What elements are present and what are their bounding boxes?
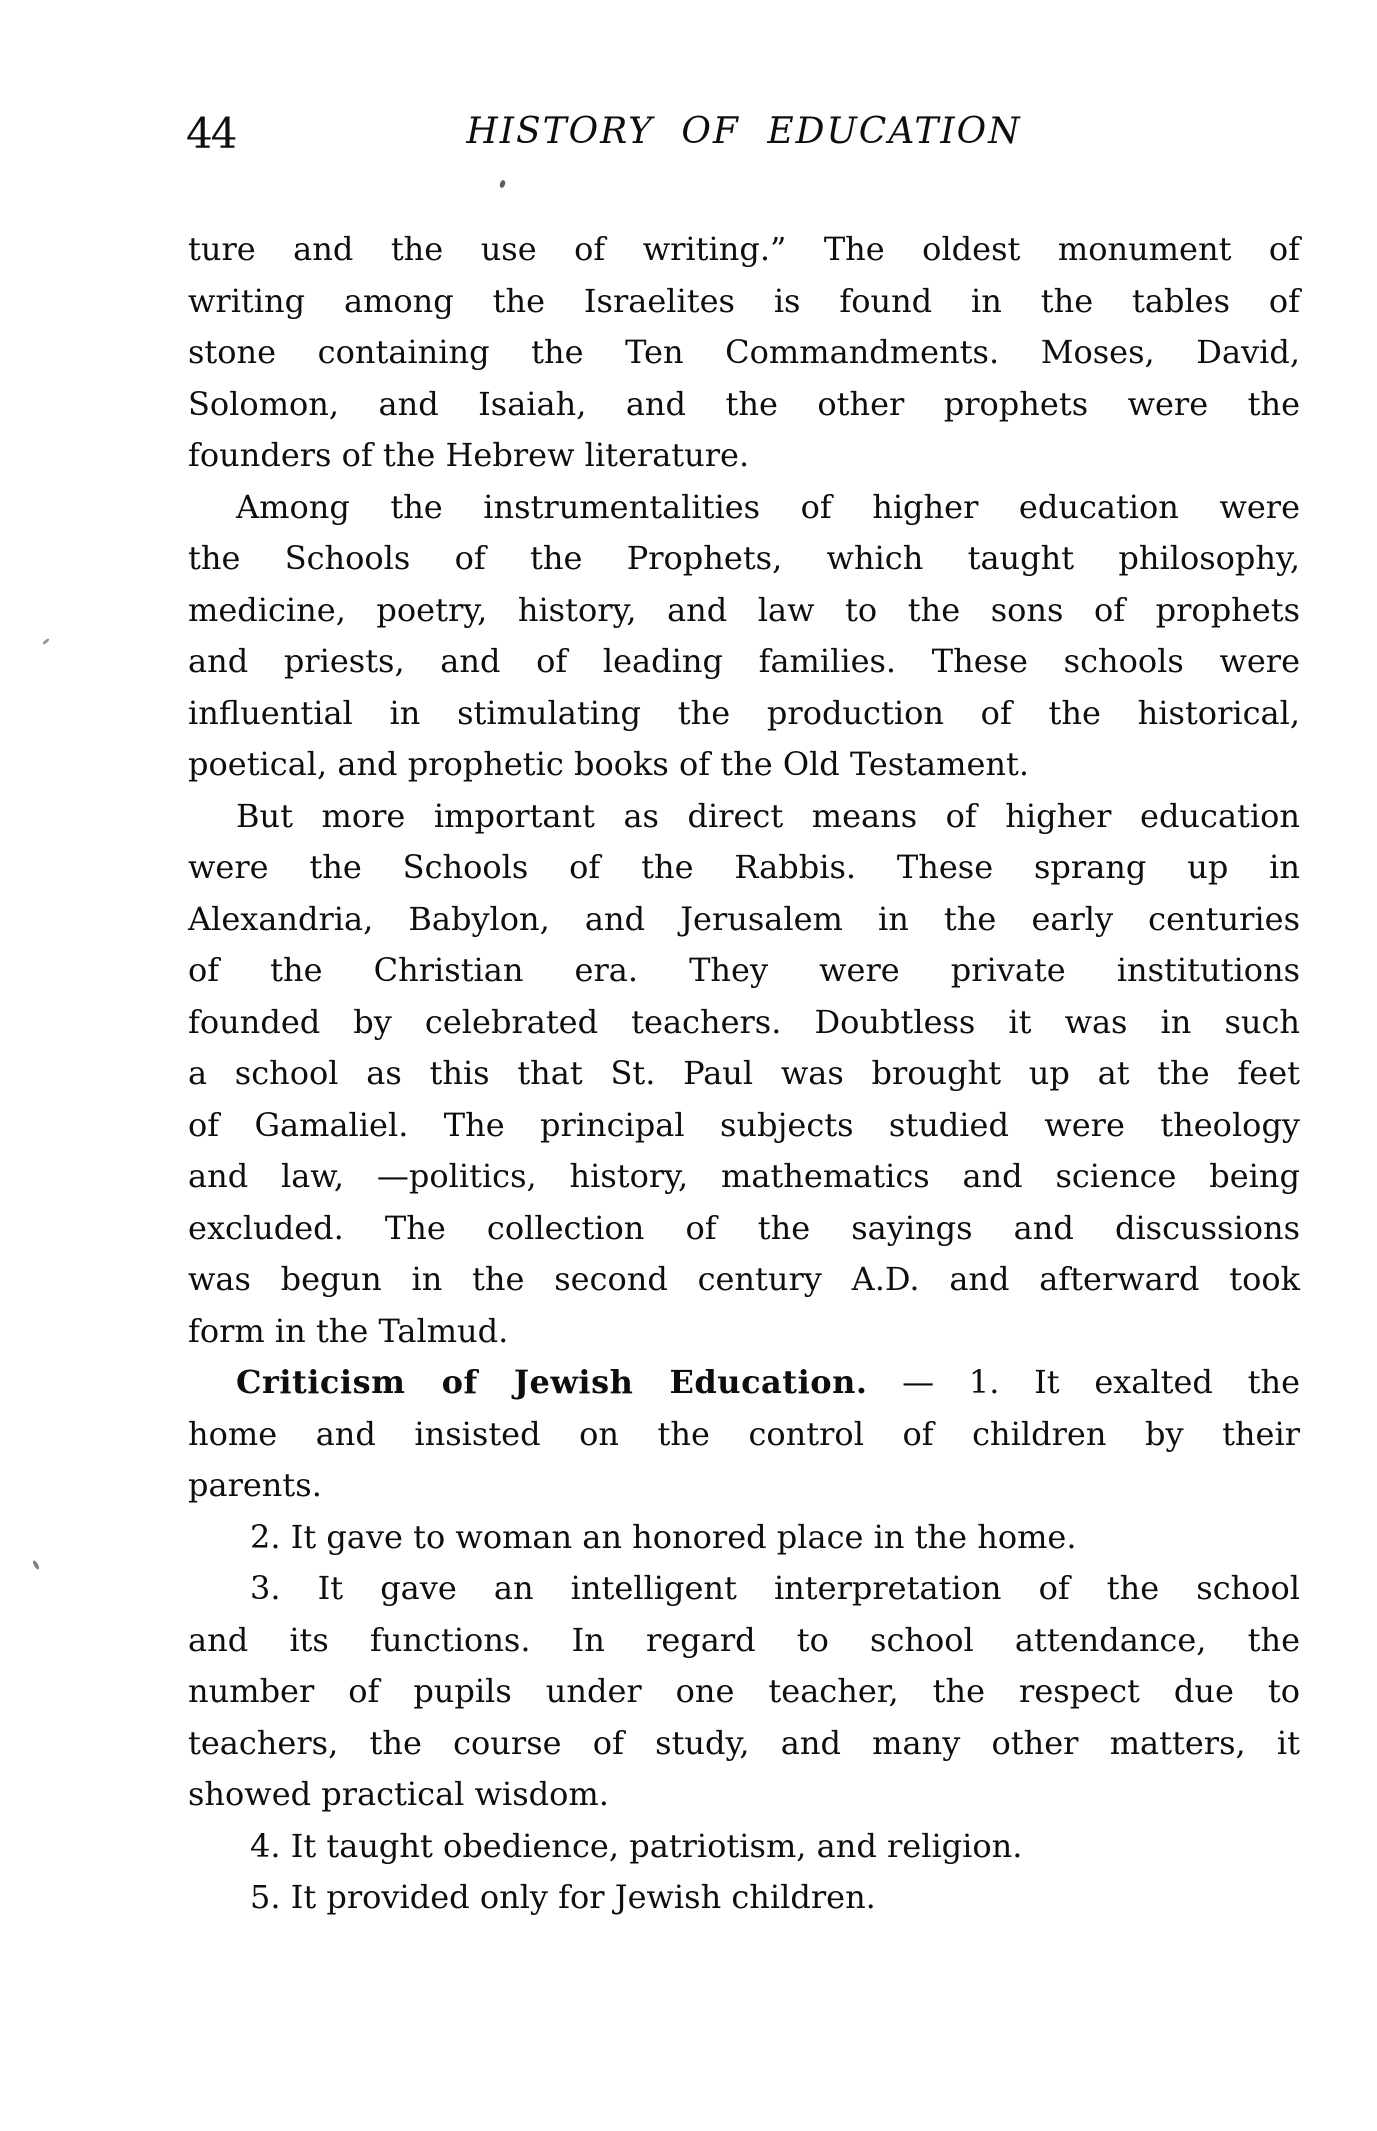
text-line: Among the instrumentalities of higher education were [236,487,1300,526]
text-line: Criticism of Jewish Education. — 1. It exalted the [236,1363,1301,1401]
text-line: showed practical wisdom. [188,1775,609,1813]
text-line: the Schools of the Prophets, which taught philosophy, [188,539,1300,577]
text-line: 2. It gave to woman an honored place in the home. [250,1517,1077,1556]
text-line: were the Schools of the Rabbis. These sprang up in [188,848,1300,886]
text-line: of the Christian era. They were private institutions [188,951,1300,989]
text-line: Alexandria, Babylon, and Jerusalem in the early centuries [188,899,1300,938]
scan-speck [42,638,50,645]
text-line: was begun in the second century A.D. and afterward took [188,1260,1300,1298]
text-line: 4. It taught obedience, patriotism, and religion. [250,1826,1023,1865]
text-line: founded by celebrated teachers. Doubtless it was in such [188,1002,1300,1041]
scan-speck [32,1560,40,1571]
text-line: and priests, and of leading families. These schools were [188,642,1300,680]
text-line: But more important as direct means of higher education [236,796,1300,835]
text-line: teachers, the course of study, and many other matters, it [188,1723,1300,1762]
page-number: 44 [186,109,236,158]
text-line: a school as this that St. Paul was brought up at the feet [188,1054,1300,1092]
paragraph-bold-lead: Criticism of Jewish Education. [236,1363,868,1401]
text-line: of Gamaliel. The principal subjects studied were theology [188,1105,1300,1144]
text-line: stone containing the Ten Commandments. Moses, David, [188,333,1300,371]
text-line: excluded. The collection of the sayings and discussions [188,1208,1300,1247]
text-line: and law, —politics, history, mathematics and science being [188,1157,1300,1195]
text-line: influential in stimulating the production of the historical, [188,693,1300,732]
text-line: number of pupils under one teacher, the respect due to [188,1672,1300,1710]
text-line: 5. It provided only for Jewish children. [250,1878,876,1916]
text-line: founders of the Hebrew literature. [188,436,750,474]
text-line: home and insisted on the control of children by their [188,1414,1300,1453]
text-line: ture and the use of writing.” The oldest monument of [188,230,1300,268]
text-line: parents. [188,1466,322,1504]
body-text [188,224,1300,1924]
running-header: HISTORY OF EDUCATION [466,111,1022,152]
text-line: poetical, and prophetic books of the Old Testament. [188,745,1030,783]
text-line: form in the Talmud. [188,1311,509,1350]
text-line: medicine, poetry, history, and law to the sons of prophets [188,590,1300,629]
text-line: and its functions. In regard to school attendance, the [188,1620,1300,1659]
text-line: 3. It gave an intelligent interpretation of the school [250,1569,1300,1607]
text-line: writing among the Israelites is found in the tables of [188,281,1300,320]
text-line: Solomon, and Isaiah, and the other prophets were the [188,384,1300,423]
scan-speck [499,179,506,188]
